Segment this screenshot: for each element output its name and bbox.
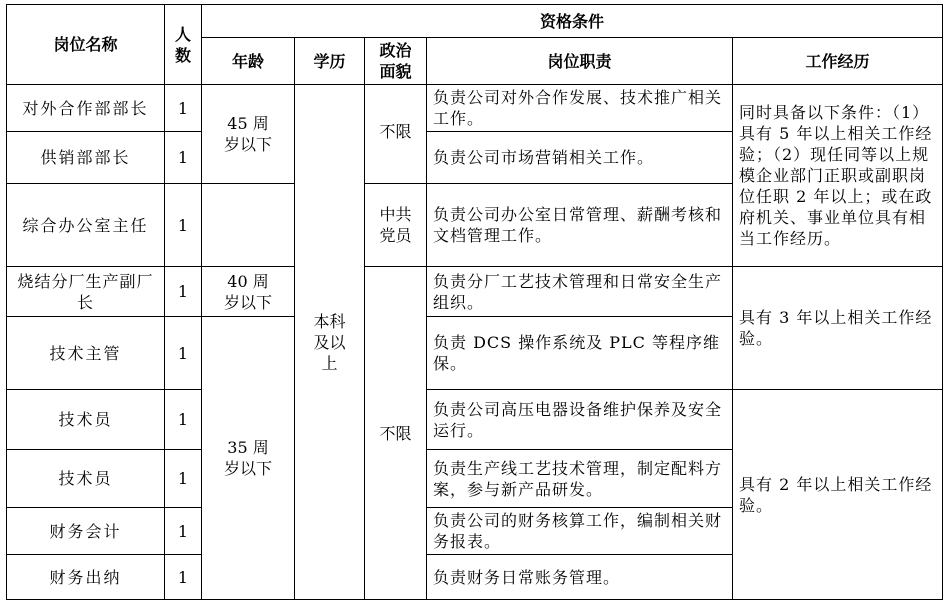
age-empty-cell (202, 184, 295, 267)
count-cell: 1 (165, 390, 202, 450)
political-cell: 不限 (365, 85, 427, 184)
position-name-cell: 财务会计 (7, 508, 165, 555)
experience-cell: 同时具备以下条件：（1）具有 5 年以上相关工作经验；（2）现任同等以上规模企业部门正职或副职岗位任职 2 年以上；或在政府机关、事业单位具有相当工作经历。 (733, 85, 943, 267)
count-cell: 1 (165, 184, 202, 267)
count-cell: 1 (165, 85, 202, 132)
age-cell: 35 周岁以下 (202, 317, 295, 600)
header-qualifications: 资格条件 (202, 5, 943, 38)
experience-cell: 具有 2 年以上相关工作经验。 (733, 390, 943, 600)
count-cell: 1 (165, 555, 202, 600)
job-table-container (6, 4, 942, 600)
header-political-status: 政治面貌 (365, 38, 427, 85)
duty-cell: 负责公司高压电器设备维护保养及安全运行。 (427, 390, 733, 450)
position-name-cell: 技术员 (7, 450, 165, 508)
position-name-cell: 财务出纳 (7, 555, 165, 600)
position-name-cell: 技术主管 (7, 317, 165, 390)
count-cell: 1 (165, 508, 202, 555)
count-cell: 1 (165, 267, 202, 317)
header-age: 年龄 (202, 38, 295, 85)
table-row (7, 390, 943, 450)
duty-cell: 负责公司市场营销相关工作。 (427, 132, 733, 184)
count-cell: 1 (165, 132, 202, 184)
duty-cell: 负责财务日常账务管理。 (427, 555, 733, 600)
position-name-cell: 供销部部长 (7, 132, 165, 184)
header-position-name: 岗位名称 (7, 5, 165, 85)
experience-cell: 具有 3 年以上相关工作经验。 (733, 267, 943, 390)
duty-cell: 负责 DCS 操作系统及 PLC 等程序维保。 (427, 317, 733, 390)
header-duties: 岗位职责 (427, 38, 733, 85)
education-cell: 本科及以上 (295, 85, 365, 600)
header-row-1 (7, 5, 943, 38)
header-experience: 工作经历 (733, 38, 943, 85)
duty-cell: 负责公司办公室日常管理、薪酬考核和文档管理工作。 (427, 184, 733, 267)
position-name-cell: 烧结分厂生产副厂长 (7, 267, 165, 317)
duty-cell: 负责公司的财务核算工作，编制相关财务报表。 (427, 508, 733, 555)
political-cell: 不限 (365, 267, 427, 600)
position-name-cell: 综合办公室主任 (7, 184, 165, 267)
age-cell: 45 周岁以下 (202, 85, 295, 184)
header-education: 学历 (295, 38, 365, 85)
count-cell: 1 (165, 450, 202, 508)
political-cell: 中共党员 (365, 184, 427, 267)
position-name-cell: 对外合作部部长 (7, 85, 165, 132)
duty-cell: 负责分厂工艺技术管理和日常安全生产组织。 (427, 267, 733, 317)
job-requirements-table (6, 4, 943, 600)
duty-cell: 负责公司对外合作发展、技术推广相关工作。 (427, 85, 733, 132)
age-cell: 40 周岁以下 (202, 267, 295, 317)
position-name-cell: 技术员 (7, 390, 165, 450)
count-cell: 1 (165, 317, 202, 390)
table-row (7, 267, 943, 317)
table-row (7, 85, 943, 132)
header-count: 人数 (165, 5, 202, 85)
duty-cell: 负责生产线工艺技术管理，制定配料方案，参与新产品研发。 (427, 450, 733, 508)
